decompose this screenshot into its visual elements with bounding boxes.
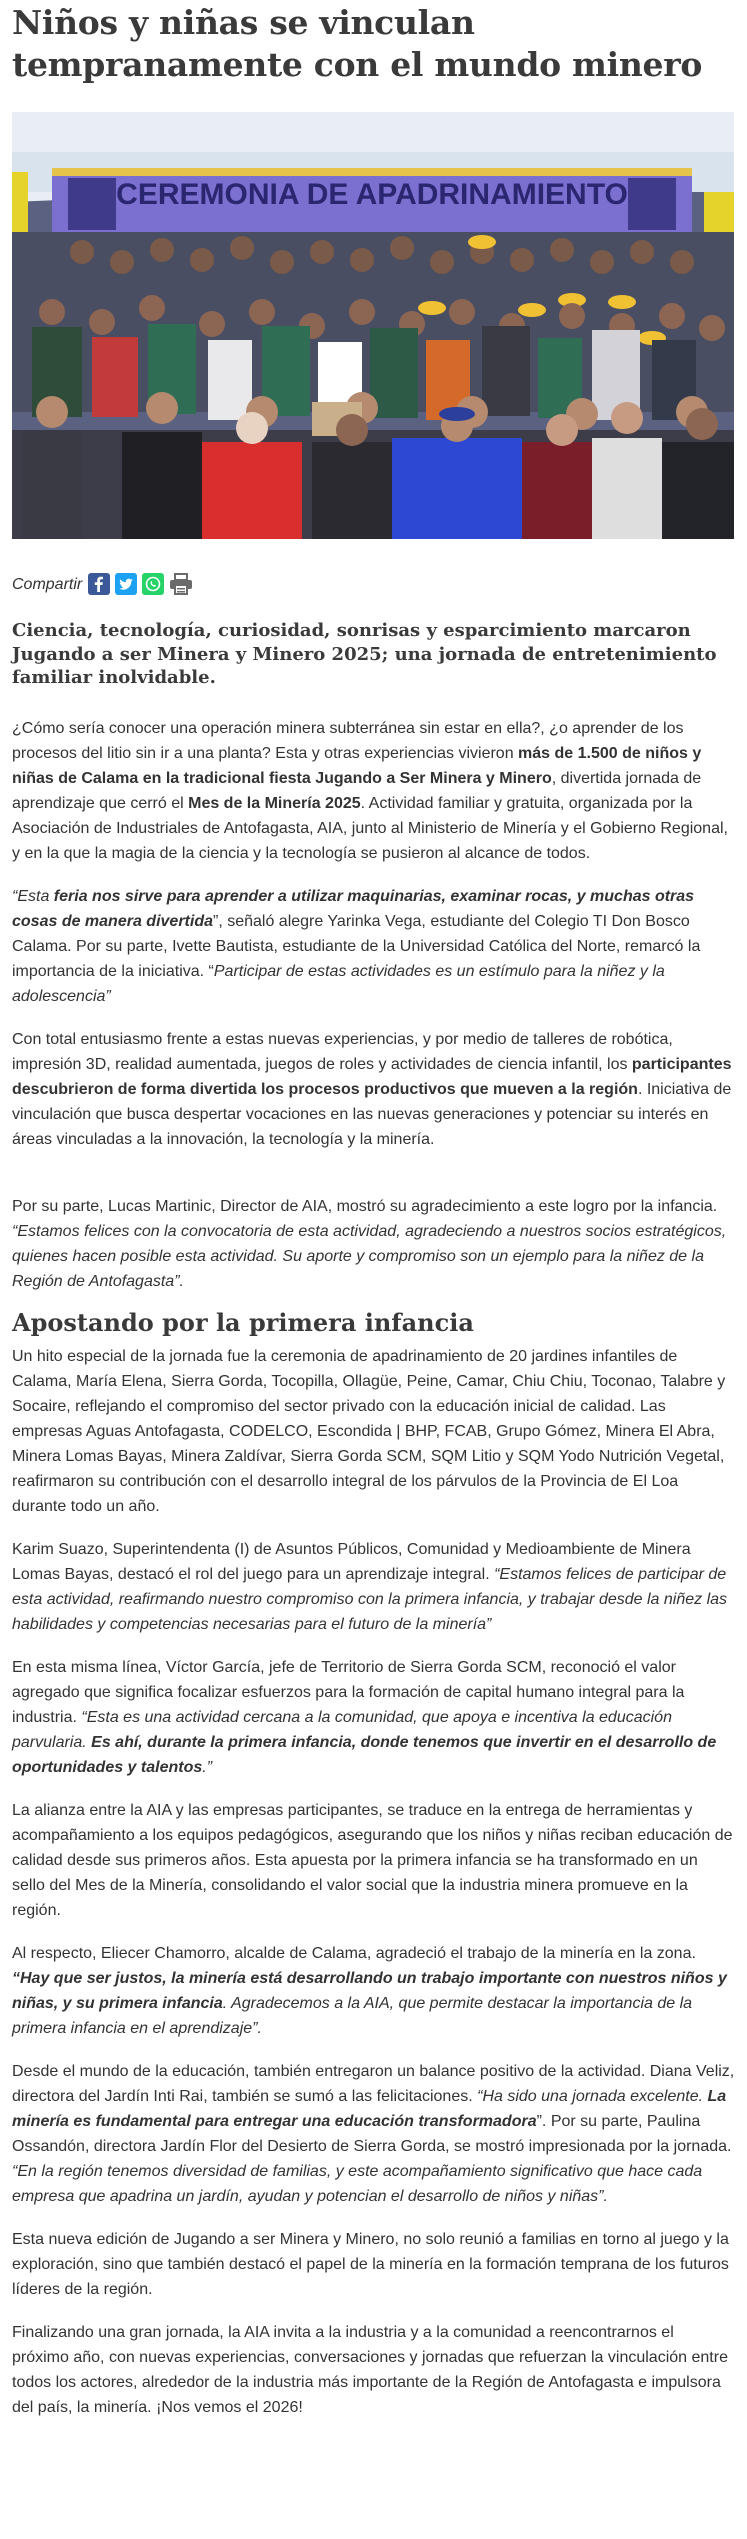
print-icon[interactable] [169,573,191,595]
paragraph-10: Desde el mundo de la educación, también entregaron un balance positivo de la actividad. Diana Veliz, directora del Jardín Inti Rai, también se sumó a las felicitaciones. “Ha sido una jornada excelente. La minería es fundamental para entregar una educación transformadora”. Por su parte, Paulina Ossandón, directora Jardín Flor del Desierto de Sierra Gorda, se mostró impresionada por la jornada. “En la región tenemos diversidad de familias, y este acompañamiento significativo que hace cada empresa que apadrina un jardín, ayudan y potencian el desarrollo de niños y niñas”. [12,2062,735,2205]
paragraph-7: En esta misma línea, Víctor García, jefe de Territorio de Sierra Gorda SCM, reconoció el valor agregado que significa focalizar esfuerzos para la formación de capital humano integral para la industria. “Esta es una actividad cercana a la comunidad, que apoya e incentiva la educación parvularia. Es ahí, durante la primera infancia, donde tenemos que invertir en el desarrollo de oportunidades y talentos.” [12,1658,717,1776]
blue-jacket [392,438,522,539]
twitter-icon[interactable] [115,573,137,595]
paragraph-11: Esta nueva edición de Jugando a ser Minera y Minero, no solo reunió a familias en torno al juego y la exploración, sino que también destacó el papel de la minería en la formación temprana de los futuros líderes de la región. [12,2230,729,2298]
article-lead: Ciencia, tecnología, curiosidad, sonrisas y esparcimiento marcaron Jugando a ser Minera y Minero 2025; una jornada de entretenimiento familiar inolvidable. [12,620,717,688]
whatsapp-icon[interactable] [142,573,164,595]
article-title: Niños y niñas se vinculan tempranamente con el mundo minero [12,3,703,84]
paragraph-3: Con total entusiasmo frente a estas nuevas experiencias, y por medio de talleres de robótica, impresión 3D, realidad aumentada, juegos de roles y actividades de ciencia infantil, los participantes descubrieron de forma divertida los procesos productivos que mueven a la región. Iniciativa de vinculación que busca despertar vocaciones en las nuevas generaciones y potenciar su interés en áreas vinculadas a la innovación, la tecnología y la minería. [12,1030,732,1148]
paragraph-2: “Esta feria nos sirve para aprender a utilizar maquinarias, examinar rocas, y muchas otras cosas de manera divertida”, señaló alegre Yarinka Vega, estudiante del Colegio TI Don Bosco Calama. Por su parte, Ivette Bautista, estudiante de la Universidad Católica del Norte, remarcó la importancia de la iniciativa. “Participar de estas actividades es un estímulo para la niñez y la adolescencia” [12,887,701,1005]
red-jacket [202,442,302,539]
paragraph-6: Karim Suazo, Superintendenta (I) de Asuntos Públicos, Comunidad y Medioambiente de Minera Lomas Bayas, destacó el rol del juego para un aprendizaje integral. “Estamos felices de participar de esta actividad, reafirmando nuestro compromiso con la primera infancia, y trabajar desde la niñez las habilidades y competencias necesarias para el futuro de la minería” [12,1540,728,1633]
paragraph-9: Al respecto, Eliecer Chamorro, alcalde de Calama, agradeció el trabajo de la minería en la zona. “Hay que ser justos, la minería está desarrollando un trabajo importante con nuestros niños y niñas, y su primera infancia. Agradecemos a la AIA, que permite destacar la importancia de la primera infancia en el aprendizaje”. [12,1944,727,2037]
group-photo-illustration [12,112,734,539]
banner-text: CEREMONIA DE APADRINAMIENTO [116,178,628,211]
paragraph-12: Finalizando una gran jornada, la AIA invita a la industria y a la comunidad a reencontrarnos el próximo año, con nuevas experiencias, conversaciones y jornadas que refuerzan la vinculación entre todos los actores, alrededor de la industria más importante de la Región de Antofagasta e impulsora del país, la minería. ¡Nos vemos el 2026! [12,2323,728,2416]
paragraph-5: Un hito especial de la jornada fue la ceremonia de apadrinamiento de 20 jardines infantiles de Calama, María Elena, Sierra Gorda, Tocopilla, Ollagüe, Peine, Camar, Chiu Chiu, Toconao, Talabre y Socaire, reflejando el compromiso del sector privado con la educación inicial de calidad. Las empresas Aguas Antofagasta, CODELCO, Escondida | BHP, FCAB, Grupo Gómez, Minera El Abra, Minera Lomas Bayas, Minera Zaldívar, Sierra Gorda SCM, SQM Litio y SQM Yodo Nutrición Vegetal, reafirmaron su contribución con el desarrollo integral de los párvulos de la Provincia de El Loa durante todo un año. [12,1347,726,1515]
share-bar [12,571,735,597]
facebook-icon[interactable] [88,573,110,595]
article [12,0,735,2420]
share-label: Compartir [12,575,83,593]
article-photo [12,112,734,539]
paragraph-1: ¿Cómo sería conocer una operación minera subterránea sin estar en ella?, ¿o aprender de los procesos del litio sin ir a una planta? Esta y otras experiencias vivieron más de 1.500 de niños y niñas de Calama en la tradicional fiesta Jugando a Ser Minera y Minero, divertida jornada de aprendizaje que cerró el Mes de la Minería 2025. Actividad familiar y gratuita, organizada por la Asociación de Industriales de Antofagasta, AIA, junto al Ministerio de Minería y el Gobierno Regional, y en la que la magia de la ciencia y la tecnología se pusieron al alcance de todos. [12,719,728,862]
section-subtitle: Apostando por la primera infancia [12,1307,474,1337]
paragraph-8: La alianza entre la AIA y las empresas participantes, se traduce en la entrega de herramientas y acompañamiento a los equipos pedagógicos, asegurando que los niños y niñas reciban educación de calidad desde sus primeros años. Esta apuesta por la primera infancia se ha transformado en un sello del Mes de la Minería, consolidando el valor social que la industria minera promueve en la región. [12,1801,733,1919]
paragraph-4: Por su parte, Lucas Martinic, Director de AIA, mostró su agradecimiento a este logro por la infancia. “Estamos felices con la convocatoria de esta actividad, agradeciendo a nuestros socios estratégicos, quienes hacen posible esta actividad. Su aporte y compromiso son un ejemplo para la niñez de la Región de Antofagasta”. [12,1197,727,1290]
